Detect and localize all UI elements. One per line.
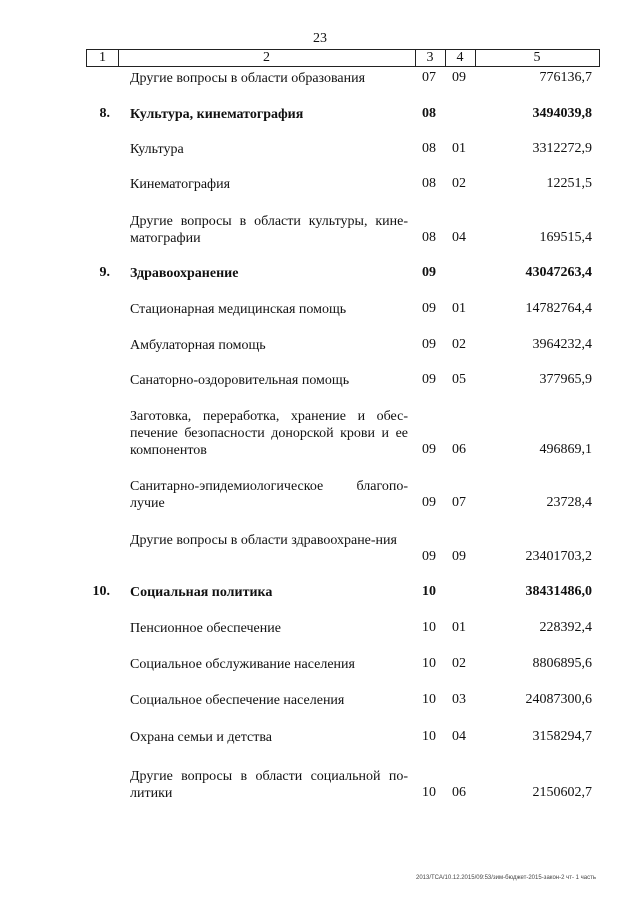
amount-value: 776136,7	[539, 70, 592, 85]
footer-note: 2013/ТСА/10.12.2015/09:53/зим-бюджет-2015-закон-2 чт- 1 часть	[415, 875, 596, 881]
row-title: Культура, кинематография	[130, 107, 304, 122]
header-col-1: 1	[87, 50, 119, 66]
amount-value: 3494039,8	[532, 106, 592, 121]
subsection-code: 01	[452, 301, 466, 316]
row-title: Другие вопросы в области культуры, кине-матографии	[130, 214, 408, 246]
section-code: 10	[422, 620, 436, 635]
subsection-code: 05	[452, 372, 466, 387]
subsection-code: 04	[452, 230, 466, 245]
section-code: 09	[422, 337, 436, 352]
section-code: 10	[422, 692, 436, 707]
row-title: Социальная политика	[130, 585, 273, 600]
section-code: 09	[422, 495, 436, 510]
amount-value: 3158294,7	[532, 729, 592, 744]
subsection-code: 01	[452, 620, 466, 635]
row-title: Санитарно-эпидемиологическое благопо-лучие	[130, 479, 408, 511]
section-code: 08	[422, 176, 436, 191]
header-col-3: 3	[415, 50, 446, 66]
subsection-code: 03	[452, 692, 466, 707]
section-code: 10	[422, 785, 436, 800]
subsection-code: 09	[452, 70, 466, 85]
amount-value: 496869,1	[539, 442, 592, 457]
row-title: Культура	[130, 142, 184, 157]
subsection-code: 09	[452, 549, 466, 564]
amount-value: 38431486,0	[525, 584, 592, 599]
section-code: 10	[422, 729, 436, 744]
page-number: 23	[313, 31, 327, 46]
subsection-code: 02	[452, 656, 466, 671]
section-code: 09	[422, 301, 436, 316]
row-number: 9.	[99, 265, 110, 280]
section-code: 07	[422, 70, 436, 85]
amount-value: 43047263,4	[525, 265, 592, 280]
amount-value: 228392,4	[539, 620, 592, 635]
header-col-5: 5	[533, 50, 541, 65]
row-title: Социальное обеспечение населения	[130, 693, 345, 708]
subsection-code: 06	[452, 442, 466, 457]
row-title: Стационарная медицинская помощь	[130, 302, 347, 317]
row-title: Амбулаторная помощь	[130, 338, 266, 353]
amount-value: 2150602,7	[532, 785, 592, 800]
header-col-2: 2	[118, 50, 416, 66]
section-code: 09	[422, 442, 436, 457]
row-number: 10.	[92, 584, 110, 599]
row-title: Кинематография	[130, 177, 231, 192]
section-code: 08	[422, 230, 436, 245]
subsection-code: 01	[452, 141, 466, 156]
row-title: Другие вопросы в области социальной по-литики	[130, 769, 408, 801]
amount-value: 377965,9	[539, 372, 592, 387]
amount-value: 3964232,4	[532, 337, 592, 352]
amount-value: 169515,4	[539, 230, 592, 245]
subsection-code: 07	[452, 495, 466, 510]
row-title: Другие вопросы в области образования	[130, 71, 366, 86]
amount-value: 23728,4	[546, 495, 592, 510]
row-title: Пенсионное обеспечение	[130, 621, 281, 636]
subsection-code: 06	[452, 785, 466, 800]
row-title: Другие вопросы в области здравоохране-ния	[130, 533, 397, 548]
subsection-code: 02	[452, 176, 466, 191]
row-title: Санаторно-оздоровительная помощь	[130, 373, 350, 388]
section-code: 10	[422, 584, 436, 599]
row-title: Охрана семьи и детства	[130, 730, 272, 745]
amount-value: 8806895,6	[532, 656, 592, 671]
section-code: 09	[422, 549, 436, 564]
table-header	[86, 49, 600, 67]
subsection-code: 02	[452, 337, 466, 352]
amount-value: 12251,5	[546, 176, 592, 191]
header-col-4: 4	[445, 50, 476, 66]
section-code: 10	[422, 656, 436, 671]
amount-value: 24087300,6	[525, 692, 592, 707]
section-code: 09	[422, 372, 436, 387]
row-title: Заготовка, переработка, хранение и обес-печение безопасности донорской крови и ее компонентов	[130, 409, 408, 458]
section-code: 09	[422, 265, 436, 280]
section-code: 08	[422, 106, 436, 121]
row-title: Социальное обслуживание населения	[130, 657, 355, 672]
amount-value: 14782764,4	[525, 301, 592, 316]
amount-value: 3312272,9	[532, 141, 592, 156]
amount-value: 23401703,2	[525, 549, 592, 564]
row-title: Здравоохранение	[130, 266, 239, 281]
section-code: 08	[422, 141, 436, 156]
subsection-code: 04	[452, 729, 466, 744]
row-number: 8.	[99, 106, 110, 121]
